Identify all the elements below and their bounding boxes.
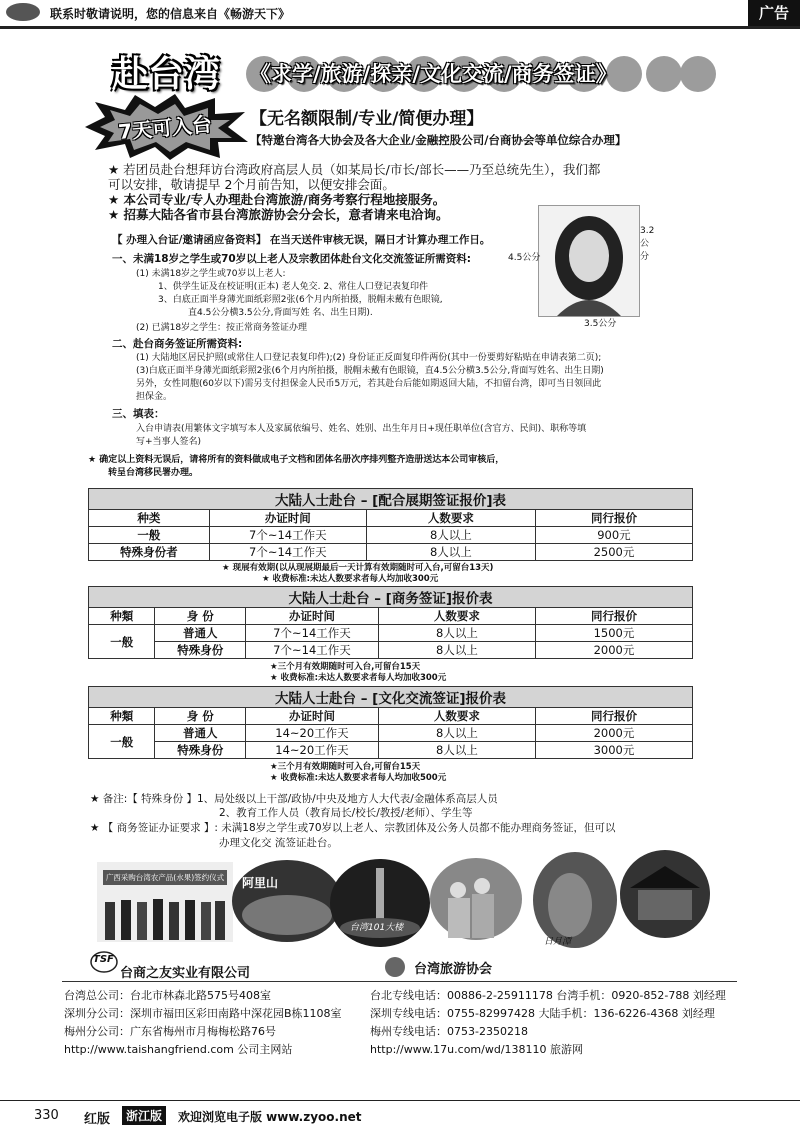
sample-photo [538,205,640,317]
table2-cell: 2000元 [535,642,692,659]
burst-text: 7天可入台 [117,111,213,145]
footer-left-line: 梅州分公司：广东省梅州市月梅梅松路76号 [64,1025,276,1038]
photo-head-label: 3.2公分 [640,226,655,262]
table3-cell: 特殊身份 [155,742,246,759]
table3-title: 大陆人士赴台 – [文化交流签证]报价表 [89,687,693,708]
table2-header: 人数要求 [378,608,535,625]
table3-note: ★ 收费标准:未达人数要求者每人均加收500元 [270,773,447,783]
table1-cell: 7个~14工作天 [209,544,366,561]
intro-line: 可以安排，敬请提早 2个月前告知，以便安排会面。 [108,177,395,192]
section2-title: 二、赴台商务签证所需资料: [112,338,243,350]
confirm-line: ★ 确定以上资料无误后，请将所有的资料做成电子文档和团体名册次序排列整齐造册送达本公司审核后， [88,455,505,465]
table-row [89,742,693,759]
remark-line: 办理文化交 流签证赴台。 [219,837,338,849]
table1-cell: 8人以上 [366,544,535,561]
section2-line: 另外，女性同胞(60岁以下)需另支付担保金人民币5万元，若其赴台后能如期返回大陆，不扣留台湾，即可当日领回此 [136,379,602,389]
table2-note: ★三个月有效期随时可入台,可留台15天 [270,662,421,672]
section2-line: (1) 大陆地区居民护照(或常住人口登记表复印件);(2) 身份证正反面复印件两份(其中一份要剪好粘贴在申请表第二页); [136,353,602,363]
price-table-2 [88,586,693,659]
photo-height-label: 4.5公分 [508,253,541,263]
section3-title: 三、填表： [112,408,165,420]
table3-cell: 8人以上 [378,725,535,742]
table-row [89,725,693,742]
endorsement-line: 【特邀台湾各大协会及各大企业/金融控股公司/台商协会等单位综合办理】 [250,133,627,147]
table2-header: 同行报价 [535,608,692,625]
table3-cell: 3000元 [535,742,692,759]
footer-right-line: 台北专线电话：00886-2-25911178 台湾手机：0920-852-788 刘经理 [370,989,726,1002]
title-sub: 《求学/旅游/探亲/文化交流/商务签证》 [250,62,617,86]
intro-line: ★ 招募大陆各省市县台湾旅游协会分会长，意者请来电洽询。 [108,207,449,222]
table1-cell: 特殊身份者 [89,544,210,561]
section3-line: 写+当事人签名) [136,437,202,447]
region-label: 浙江版 [122,1106,166,1125]
table1-title: 大陆人士赴台 – [配合展期签证报价]表 [89,489,693,510]
tsf-logo-icon [90,950,118,974]
confirm-line: 转呈台湾移民署办理。 [108,468,199,478]
section1-title: 一、未满18岁之学生或70岁以上老人及宗教团体赴台文化交流签证所需资料: [112,253,471,265]
photo-temple [620,848,710,940]
edition-label: 红版 [84,1112,111,1127]
table2-cell: 普通人 [155,625,246,642]
bottom-bar [0,1100,800,1128]
logo-abbr: TSF [93,954,114,965]
table3-cell: 14~20工作天 [246,725,379,742]
intro-line: ★ 本公司专业/专人办理赴台湾旅游/商务考察行程地接服务。 [108,192,446,207]
photo-caption: 台湾101大楼 [350,923,404,933]
table1-cell: 一般 [89,527,210,544]
table-row [89,642,693,659]
remark-line: ★ 【 商务签证办证要求 】: 未满18岁之学生或70岁以上老人、宗教团体及公务人员都不能办理商务签证，但可以 [90,822,616,834]
table2-header: 身 份 [155,608,246,625]
table1-header: 办证时间 [209,510,366,527]
photo-temple-monks [430,858,522,940]
table3-cell: 14~20工作天 [246,742,379,759]
table3-cell: 8人以上 [378,742,535,759]
table3-header: 身 份 [155,708,246,725]
table2-cell: 1500元 [535,625,692,642]
photo-width-label: 3.5公分 [584,319,617,329]
table1-cell: 900元 [535,527,692,544]
assoc-logo-icon [385,957,405,977]
process-note [112,233,490,248]
ad-label: 广告 [748,0,800,26]
magazine-logo-icon [6,3,40,21]
table1-header: 种类 [89,510,210,527]
section2-line: (3)白底正面半身薄光面纸彩照2张(6个月内所拍摄，脱帽未戴有色眼镜，直4.5公分横3.5公分,背面写姓名、出生日期) [136,366,604,376]
table2-cell: 8人以上 [378,625,535,642]
header-note: 联系时敬请说明，您的信息来自《畅游天下》 [50,7,291,21]
table3-group: 一般 [89,725,155,759]
section1-line: 直4.5公分横3.5公分,背面写姓 名、出生日期). [188,308,373,318]
table3-header: 种類 [89,708,155,725]
subtitle: 【无名额限制/专业/简便办理】 [250,109,484,129]
page-number: 330 [34,1108,59,1123]
assoc-name: 台湾旅游协会 [414,962,493,977]
section1-line: (2) 已满18岁之学生：按正常商务签证办理 [136,323,308,333]
table3-cell: 2000元 [535,725,692,742]
table-row [89,625,693,642]
table2-group: 一般 [89,625,155,659]
intro-line: ★ 若团员赴台想拜访台湾政府高层人员（如某局长/市长/部长——乃至总统先生），我们都 [108,162,601,177]
footer-divider [62,981,737,982]
title-main: 赴台湾 [112,54,221,95]
table3-header: 人数要求 [378,708,535,725]
section2-line: 担保金。 [136,392,173,402]
table2-header: 办证时间 [246,608,379,625]
table2-header: 种類 [89,608,155,625]
table1-cell: 7个~14工作天 [209,527,366,544]
company-name: 台商之友实业有限公司 [120,966,251,981]
photo-signing-ceremony [97,862,233,942]
price-table-1 [88,488,693,561]
section1-line: 3、白底正面半身薄光面纸彩照2张(6个月内所拍摄，脱帽未戴有色眼镜, [158,295,443,305]
table3-cell: 普通人 [155,725,246,742]
table2-cell: 8人以上 [378,642,535,659]
table1-cell: 2500元 [535,544,692,561]
table3-header: 同行报价 [535,708,692,725]
table-row [89,544,693,561]
table2-cell: 特殊身份 [155,642,246,659]
section3-line: 入台申请表(用繁体文字填写本人及家属依编号、姓名、姓别、出生年月日+现任职单位(含官方、民间)、职称等填 [136,424,587,434]
table2-note: ★ 收费标准:未达人数要求者每人均加收300元 [270,673,447,683]
photo-caption: 阿里山 [242,876,279,890]
section1-line: 1、供学生证及在校证明(正本) 老人免交. 2、常住人口登记表复印件 [158,282,429,292]
footer-website-link[interactable]: http://www.taishangfriend.com 公司主网站 [64,1043,293,1056]
table-row [89,527,693,544]
process-note-label: 【 办理入台证/邀请函应备资料】 [112,234,267,246]
footer-right-line: 深圳专线电话：0755-82997428 大陆手机：136-6226-4368 刘经理 [370,1007,715,1020]
photo-sun-moon-lake [530,850,620,950]
section1-line: (1) 未满18岁之学生或70岁以上老人: [136,269,286,279]
banner-text: 广西采购台湾农产品(水果)签约仪式 [103,870,227,885]
photo-alishan [232,860,342,942]
footer-left-line: 台湾总公司：台北市林森北路575号408室 [64,989,271,1002]
table3-note: ★三个月有效期随时可入台,可留台15天 [270,762,421,772]
table1-note: ★ 现展有效期(以从现展期最后一天计算有效期随时可入台,可留台13天) [222,563,494,573]
photo-taipei101 [330,858,430,948]
table3-header: 办证时间 [246,708,379,725]
table1-note: ★ 收费标准:未达人数要求者每人均加收300元 [262,574,439,584]
photo-caption: 日月潭 [544,937,572,947]
table1-header: 人数要求 [366,510,535,527]
table2-cell: 7个~14工作天 [246,625,379,642]
remark-line: ★ 备注:【 特殊身份 】1、局处级以上干部/政协/中央及地方人大代表/金融体系高层人员 [90,793,498,805]
remark-line: 2、教育工作人员（教育局长/校长/教授/老师）、学生等 [219,807,473,819]
table1-cell: 8人以上 [366,527,535,544]
footer-left-line: 深圳分公司：深圳市福田区彩田南路中深花园B栋1108室 [64,1007,342,1020]
header-divider [6,27,794,29]
table2-title: 大陆人士赴台 – [商务签证]报价表 [89,587,693,608]
table1-header: 同行报价 [535,510,692,527]
footer-right-line: 梅州专线电话：0753-2350218 [370,1025,528,1038]
promo-text: 欢迎浏览电子版 www.zyoo.net [178,1110,362,1124]
table2-cell: 7个~14工作天 [246,642,379,659]
process-note-text: 在当天送件审核无误，隔日才计算办理工作日。 [269,234,491,246]
footer-travel-link[interactable]: http://www.17u.com/wd/138110 旅游网 [370,1043,584,1056]
price-table-3 [88,686,693,759]
